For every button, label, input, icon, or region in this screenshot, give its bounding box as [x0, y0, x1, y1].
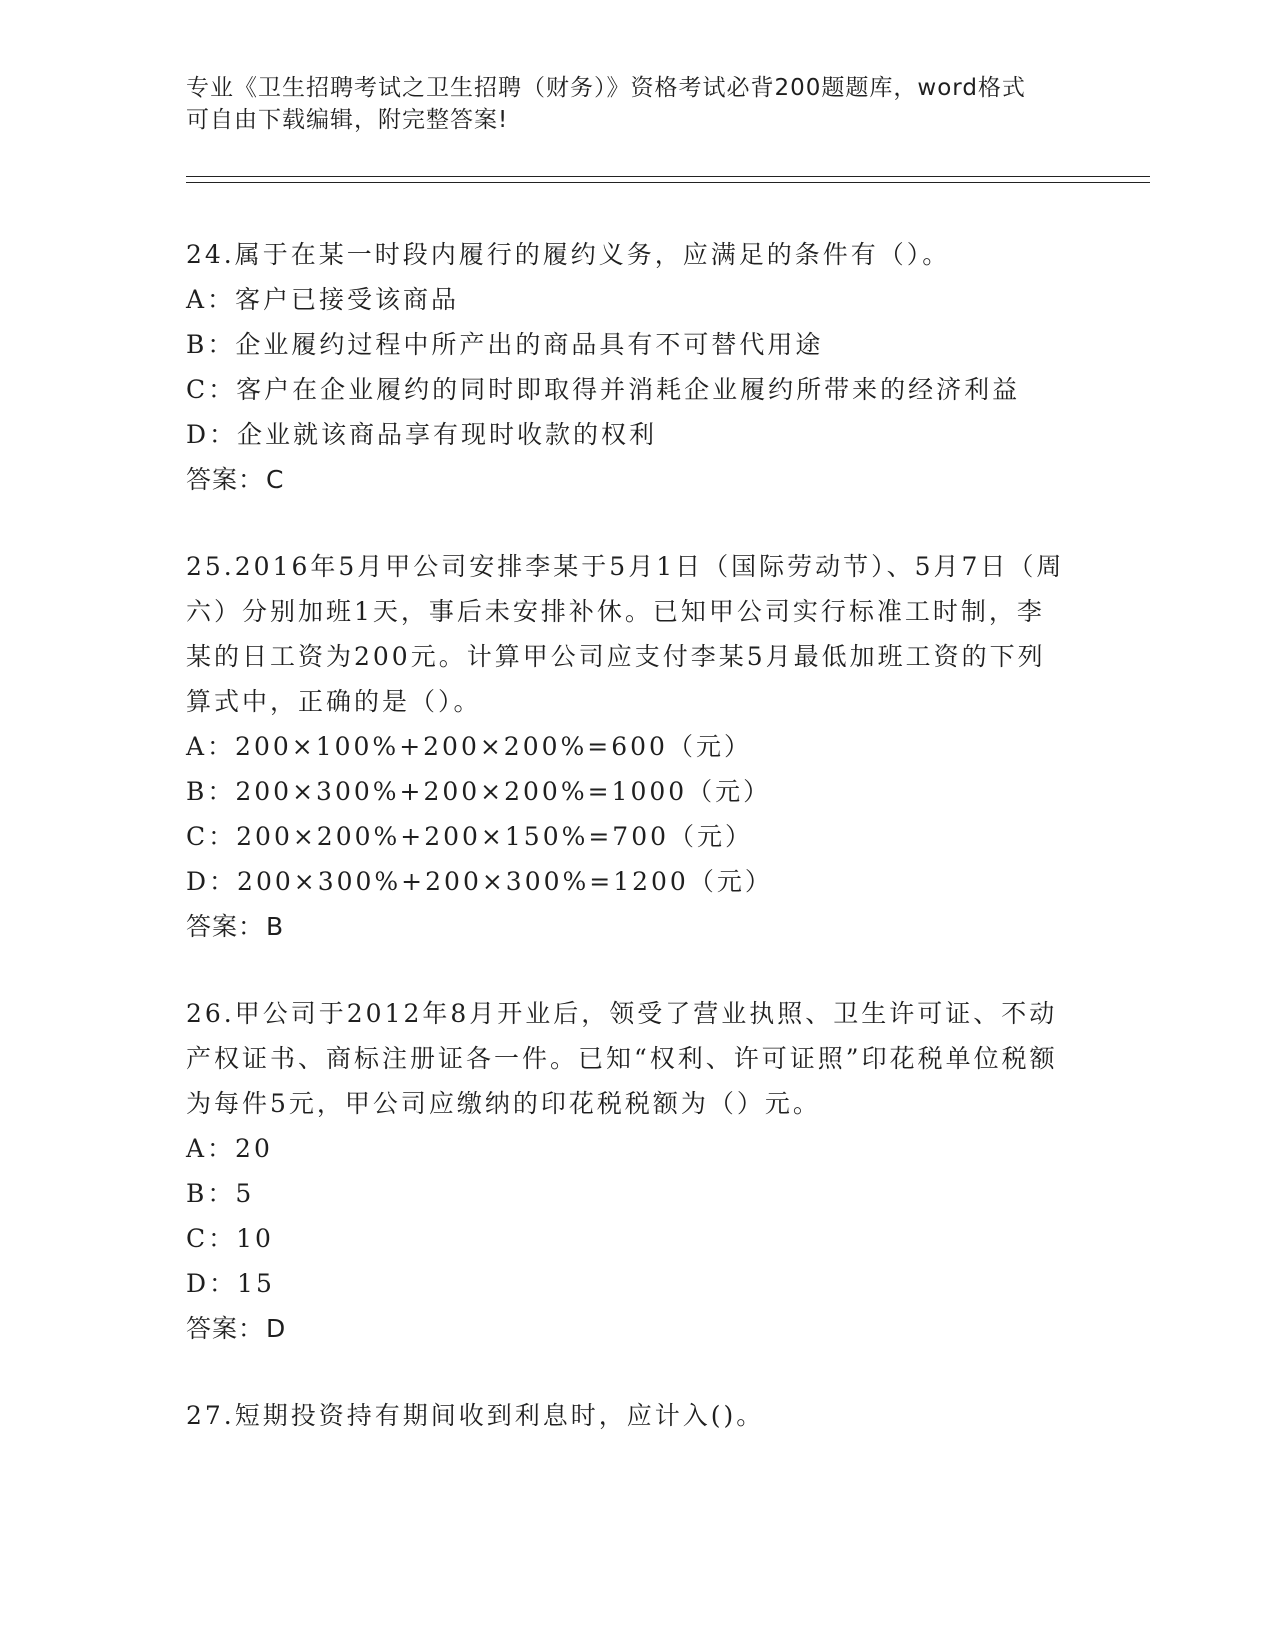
question-24: [186, 232, 1066, 502]
answer-label: 答案：: [186, 465, 265, 494]
option-c: C：200×200%+200×150%=700（元）: [186, 822, 754, 851]
option-b: B：企业履约过程中所产出的商品具有不可替代用途: [186, 330, 824, 359]
option-d: D：200×300%+200×300%=1200（元）: [186, 867, 773, 896]
question-26: [186, 991, 1066, 1351]
option-a: A：客户已接受该商品: [186, 285, 460, 314]
answer-value: B: [266, 912, 285, 941]
header-divider-bottom: [186, 182, 1150, 183]
header-title-line-2: 可自由下载编辑，附完整答案!: [186, 107, 509, 133]
answer-line: [186, 457, 1066, 502]
answer-label: 答案：: [186, 1314, 265, 1343]
option-d: D：15: [186, 1269, 275, 1298]
question-25: [186, 544, 1066, 949]
option-c: C：10: [186, 1224, 274, 1253]
option-a: A：200×100%+200×200%=600（元）: [186, 732, 752, 761]
question-stem: 27.短期投资持有期间收到利息时，应计入()。: [186, 1401, 765, 1430]
question-stem: 24.属于在某一时段内履行的履约义务，应满足的条件有（）。: [186, 240, 951, 269]
option-d: D：企业就该商品享有现时收款的权利: [186, 420, 658, 449]
option-a: A：20: [186, 1134, 273, 1163]
question-list: [186, 232, 1066, 1480]
answer-label: 答案：: [186, 912, 265, 941]
question-27: [186, 1393, 1066, 1438]
header-divider-top: [186, 176, 1150, 177]
document-header: [186, 72, 1066, 136]
answer-value: D: [266, 1314, 287, 1343]
answer-line: [186, 904, 1066, 949]
header-title-line-1: 专业《卫生招聘考试之卫生招聘（财务）》资格考试必背200题题库，word格式: [186, 75, 1026, 101]
option-c: C：客户在企业履约的同时即取得并消耗企业履约所带来的经济利益: [186, 375, 1021, 404]
answer-line: [186, 1306, 1066, 1351]
option-b: B：200×300%+200×200%=1000（元）: [186, 777, 772, 806]
question-stem: 26.甲公司于2012年8月开业后，领受了营业执照、卫生许可证、不动产权证书、商标注册证各一件。已知“权利、许可证照”印花税单位税额为每件5元，甲公司应缴纳的印花税税额为（）元。: [186, 999, 1058, 1118]
option-b: B：5: [186, 1179, 255, 1208]
answer-value: C: [266, 465, 285, 494]
question-stem: 25.2016年5月甲公司安排李某于5月1日（国际劳动节）、5月7日（周六）分别加班1天，事后未安排补休。已知甲公司实行标准工时制，李某的日工资为200元。计算甲公司应支付李某5月最低加班工资的下列算式中，正确的是（）。: [186, 552, 1065, 716]
